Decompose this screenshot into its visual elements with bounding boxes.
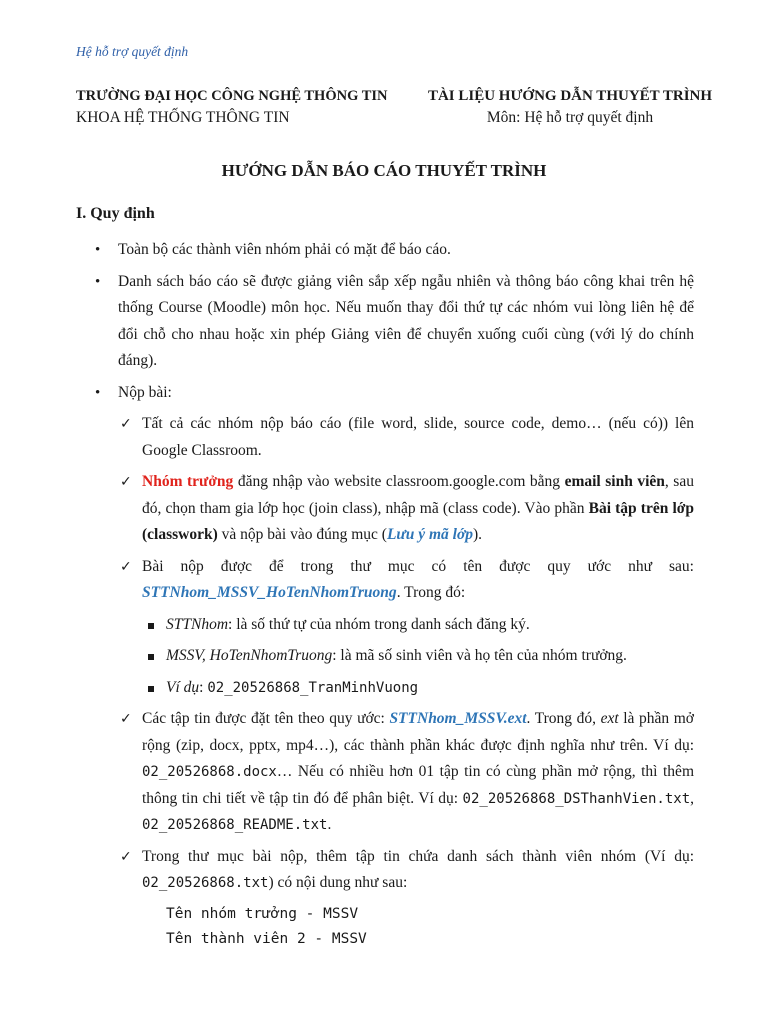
- page-title: HƯỚNG DẪN BÁO CÁO THUYẾT TRÌNH: [221, 161, 547, 180]
- faculty-name: KHOA HỆ THỐNG THÔNG TIN: [76, 109, 290, 126]
- check-item: ✓ Các tập tin được đặt tên theo quy ước: STTNhom_MSSV.ext. Trong đó, ext là phần mở rộng (zip, docx, pptx, mp4…), các thành phần khác được định nghĩa như trên. Ví dụ: 02_20526868.docx… Nếu có nhiều hơn 01 tập tin có cùng phần mở rộng, thì thêm thông tin chi tiết về tập tin đó để phân biệt. Ví dụ: 02_20526868_DSThanhVien.txt, 02_20526868_README.txt.: [76, 706, 694, 839]
- square-item: STTNhom: là số thứ tự của nhóm trong danh sách đăng ký.: [76, 612, 694, 639]
- square-item: Ví dụ: 02_20526868_TranMinhVuong: [76, 675, 694, 702]
- check-item: ✓ Nhóm trưởng đăng nhập vào website classroom.google.com bằng email sinh viên, sau đó, chọn tham gia lớp học (join class), nhập mã (class code). Vào phần Bài tập trên lớp (classwork) và nộp bài vào đúng mục (Lưu ý mã lớp).: [76, 469, 694, 549]
- highlight-blue: Lưu ý mã lớp: [386, 526, 474, 543]
- running-header: Hệ hỗ trợ quyết định: [76, 44, 189, 59]
- bullet-item: • Toàn bộ các thành viên nhóm phải có mặt để báo cáo.: [76, 237, 694, 264]
- university-name: TRƯỜNG ĐẠI HỌC CÔNG NGHỆ THÔNG TIN: [76, 88, 388, 104]
- highlight-red: Nhóm trưởng: [142, 473, 234, 490]
- code-block: [76, 902, 694, 952]
- document-info-block: [420, 86, 720, 128]
- check-item: ✓ Bài nộp được để trong thư mục có tên được quy ước như sau: STTNhom_MSSV_HoTenNhomTruong. Trong đó:: [76, 554, 694, 607]
- check-item: ✓ Trong thư mục bài nộp, thêm tập tin chứa danh sách thành viên nhóm (Ví dụ: 02_20526868.txt) có nội dung như sau:: [76, 844, 694, 897]
- institution-block: [76, 86, 388, 128]
- square-item: MSSV, HoTenNhomTruong: là mã số sinh viên và họ tên của nhóm trưởng.: [76, 643, 694, 670]
- document-type: TÀI LIỆU HƯỚNG DẪN THUYẾT TRÌNH: [427, 88, 713, 104]
- course-name: Môn: Hệ hỗ trợ quyết định: [486, 109, 654, 126]
- highlight-blue: STTNhom_MSSV.ext: [389, 710, 527, 727]
- bullet-item: • Nộp bài:: [76, 380, 694, 407]
- section-heading: I. Quy định: [76, 205, 155, 222]
- bullet-item: • Danh sách báo cáo sẽ được giảng viên sắp xếp ngẫu nhiên và thông báo công khai trên hệ thống Course (Moodle) môn học. Nếu muốn thay đổi thứ tự các nhóm vui lòng liên hệ để đổi chỗ cho nhau hoặc xin phép Giảng viên để chuyển xuống cuối cùng (với lý do chính đáng).: [76, 269, 694, 375]
- document-body: [76, 237, 694, 952]
- code-line: Tên nhóm trưởng - MSSV: [166, 905, 359, 922]
- code-line: Tên thành viên 2 - MSSV: [166, 930, 367, 947]
- check-item: ✓ Tất cả các nhóm nộp báo cáo (file word, slide, source code, demo… (nếu có)) lên Google Classroom.: [76, 411, 694, 464]
- highlight-blue: STTNhom_MSSV_HoTenNhomTruong: [142, 584, 397, 601]
